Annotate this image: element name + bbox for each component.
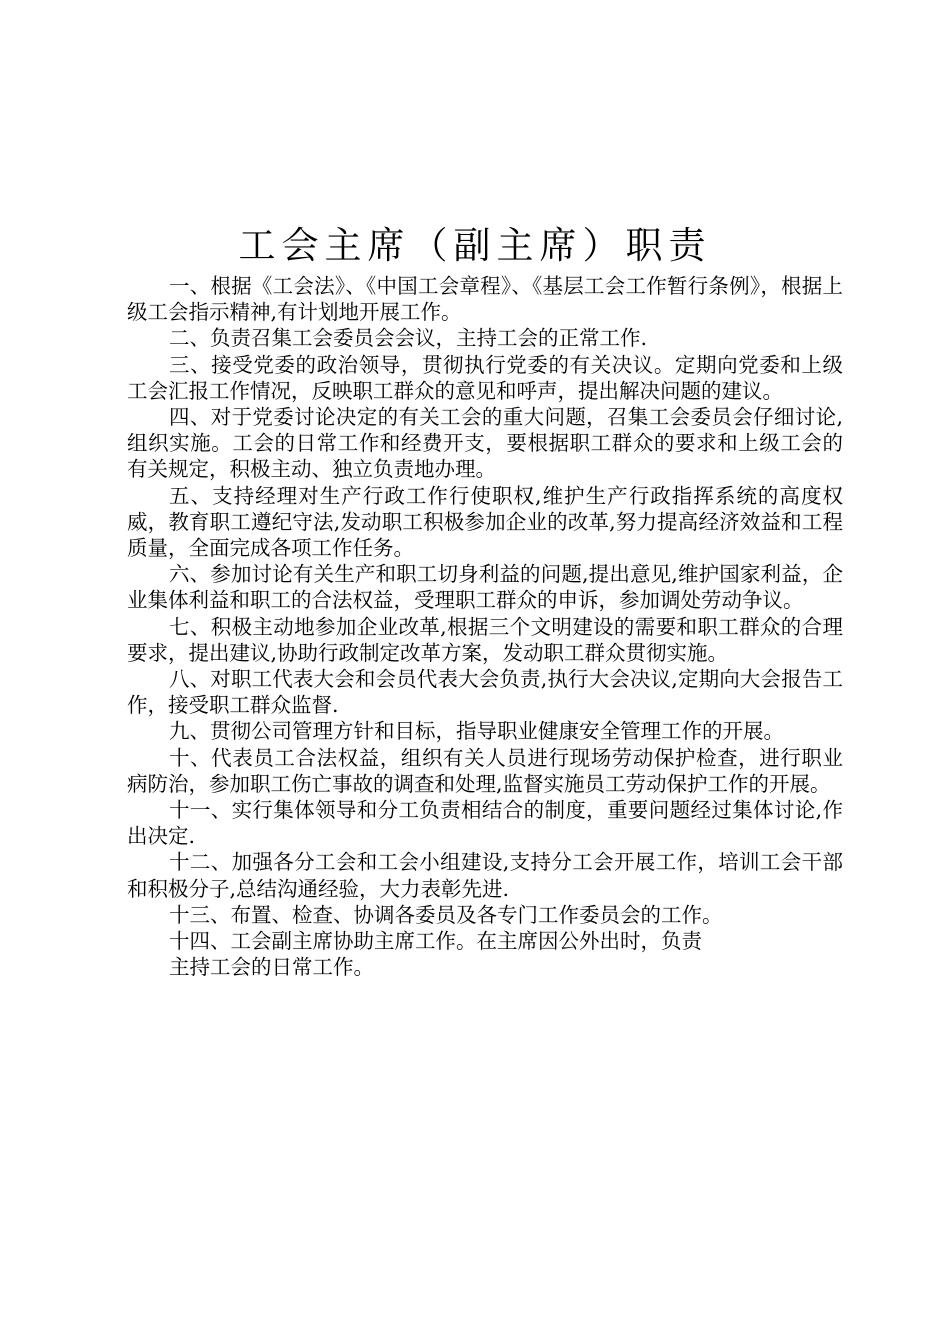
paragraph-11: 十一、实行集体领导和分工负责相结合的制度，重要问题经过集体讨论,作出决定. bbox=[127, 798, 843, 849]
paragraph-2: 二、负责召集工会委员会会议，主持工会的正常工作. bbox=[169, 326, 648, 351]
paragraph-10: 十、代表员工合法权益，组织有关人员进行现场劳动保护检查，进行职业病防治，参加职工伤亡事故的调查和处理,监督实施员工劳动保护工作的开展。 bbox=[127, 745, 843, 796]
paragraph-12: 十二、加强各分工会和工会小组建设,支持分工会开展工作，培训工会干部和积极分子,总结沟通经验，大力表彰先进. bbox=[127, 850, 843, 901]
paragraph-8: 八、对职工代表大会和会员代表大会负责,执行大会决议,定期向大会报告工作，接受职工群众监督. bbox=[127, 667, 843, 718]
paragraph-14-continued: 主持工会的日常工作。 bbox=[169, 955, 374, 980]
paragraph-3: 三、接受党委的政治领导，贯彻执行党委的有关决议。定期向党委和上级工会汇报工作情况，反映职工群众的意见和呼声，提出解决问题的建议。 bbox=[127, 352, 843, 403]
paragraph-4: 四、对于党委讨论决定的有关工会的重大问题，召集工会委员会仔细讨论,组织实施。工会的日常工作和经费开支，要根据职工群众的要求和上级工会的有关规定，积极主动、独立负责地办理。 bbox=[127, 405, 843, 482]
paragraph-9: 九、贯彻公司管理方针和目标，指导职业健康安全管理工作的开展。 bbox=[169, 719, 784, 744]
document-title: 工会主席（副主席）职责 bbox=[238, 224, 712, 267]
paragraph-1: 一、根据《工会法》、《中国工会章程》、《基层工会工作暂行条例》，根据上级工会指示精神,有计划地开展工作。 bbox=[127, 274, 843, 325]
paragraph-5: 五、支持经理对生产行政工作行使职权,维护生产行政指挥系统的高度权威，教育职工遵纪守法,发动职工积极参加企业的改革,努力提高经济效益和工程质量，全面完成各项工作任务。 bbox=[127, 483, 843, 561]
paragraph-6: 六、参加讨论有关生产和职工切身利益的问题,提出意见,维护国家利益，企业集体利益和职工的合法权益，受理职工群众的申诉，参加调处劳动争议。 bbox=[127, 562, 843, 613]
paragraph-14: 十四、工会副主席协助主席工作。在主席因公外出时，负责 bbox=[169, 929, 702, 954]
paragraph-13: 十三、布置、检查、协调各委员及各专门工作委员会的工作。 bbox=[169, 902, 723, 927]
paragraph-7: 七、积极主动地参加企业改革,根据三个文明建设的需要和职工群众的合理要求，提出建议,协助行政制定改革方案，发动职工群众贯彻实施。 bbox=[127, 614, 843, 665]
document-body bbox=[127, 273, 843, 980]
